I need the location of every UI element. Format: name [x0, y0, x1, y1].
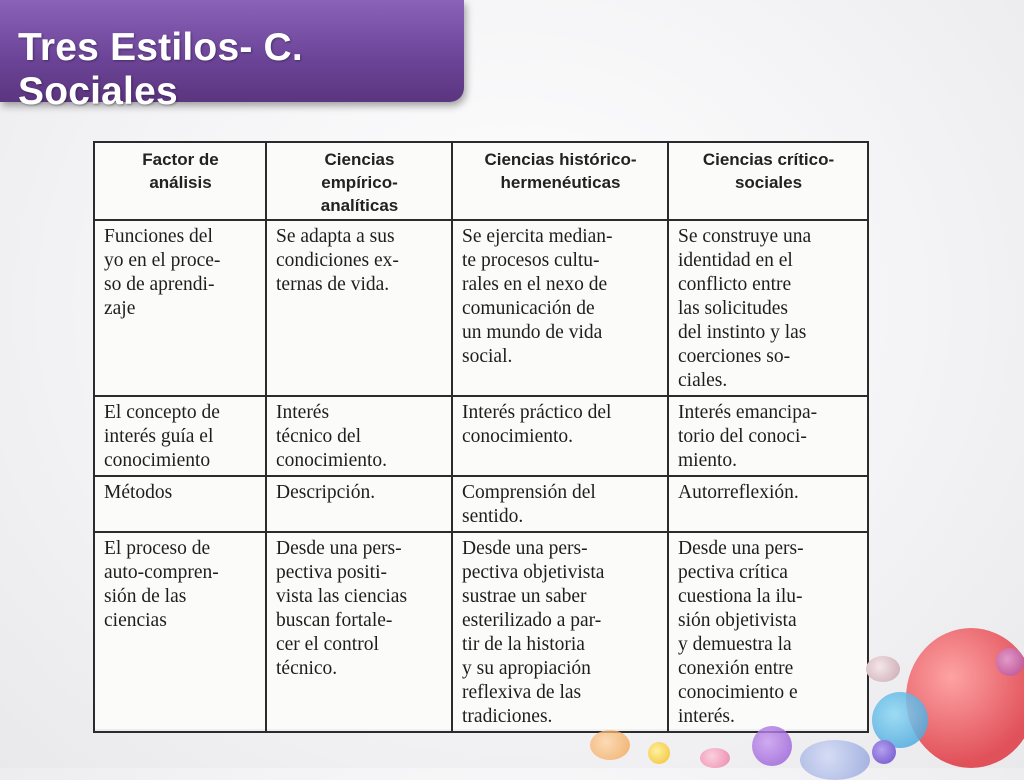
bubble-decoration [800, 740, 870, 780]
table-cell: Se ejercita median- te procesos cultu- rales en el nexo de comunicación de un mundo de vida social. [452, 220, 668, 396]
bubble-decoration [648, 742, 670, 764]
header-critico-sociales: Ciencias crítico- sociales [668, 142, 868, 220]
header-factor: Factor de análisis [94, 142, 266, 220]
bubble-decoration [996, 648, 1024, 676]
table-row [94, 220, 868, 396]
title-banner [0, 0, 464, 113]
table-cell: Autorreflexión. [668, 476, 868, 532]
bubble-decoration [872, 692, 928, 748]
slide-title: Tres Estilos- C. Sociales [18, 26, 303, 113]
table-cell: Desde una pers- pectiva positi- vista las ciencias buscan fortale- cer el control técnico. [266, 532, 452, 732]
header-empirico-analiticas: Ciencias empírico- analíticas [266, 142, 452, 220]
table-cell: Desde una pers- pectiva crítica cuestiona la ilu- sión objetivista y demuestra la conexión entre conocimiento e interés. [668, 532, 868, 732]
table-cell: Se adapta a sus condiciones ex- ternas de vida. [266, 220, 452, 396]
table-row [94, 396, 868, 476]
bubble-decoration [590, 730, 630, 760]
table-cell: Desde una pers- pectiva objetivista sustrae un saber esterilizado a par- tir de la historia y su apropiación reflexiva de las tradiciones. [452, 532, 668, 732]
table-cell: Funciones del yo en el proce- so de aprendi- zaje [94, 220, 266, 396]
table-row [94, 476, 868, 532]
comparison-table [93, 141, 869, 733]
bubble-decoration [872, 740, 896, 764]
table-cell: Se construye una identidad en el conflicto entre las solicitudes del instinto y las coerciones so- ciales. [668, 220, 868, 396]
table-cell: Interés práctico del conocimiento. [452, 396, 668, 476]
table-cell: El concepto de interés guía el conocimiento [94, 396, 266, 476]
header-historico-hermeneuticas: Ciencias histórico- hermenéuticas [452, 142, 668, 220]
table-cell: Métodos [94, 476, 266, 532]
table-cell: Descripción. [266, 476, 452, 532]
table-cell: Interés emancipa- torio del conoci- miento. [668, 396, 868, 476]
comparison-table-wrap [93, 141, 867, 729]
table-cell: Comprensión del sentido. [452, 476, 668, 532]
table-row [94, 532, 868, 732]
bubble-decoration [700, 748, 730, 768]
bubble-decoration [866, 656, 900, 682]
table-cell: Interés técnico del conocimiento. [266, 396, 452, 476]
table-cell: El proceso de auto-compren- sión de las ciencias [94, 532, 266, 732]
table-header-row [94, 142, 868, 220]
bubble-decoration [906, 628, 1024, 768]
